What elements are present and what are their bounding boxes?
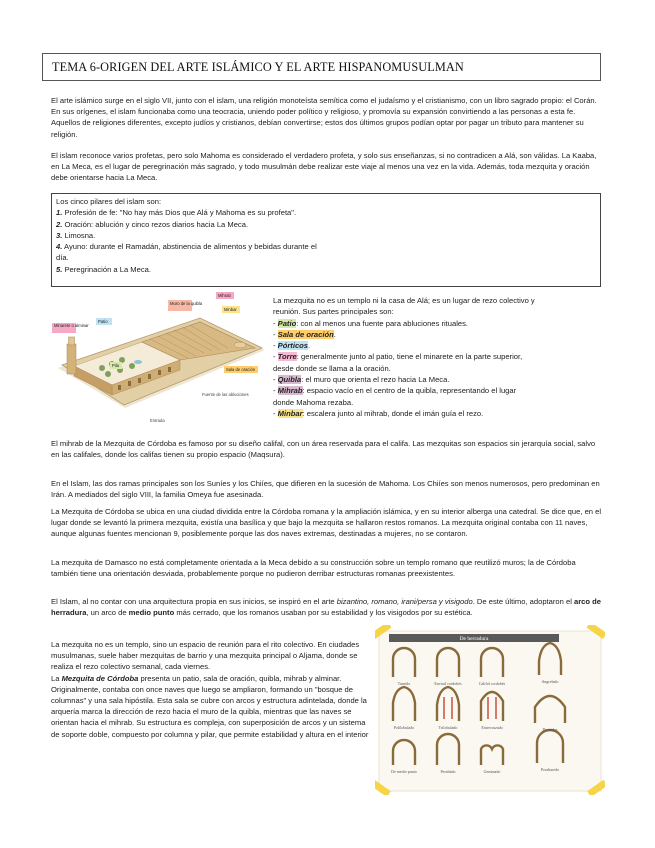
arch-types-image xyxy=(375,625,605,795)
label-mihrab: Mihrab xyxy=(218,293,231,298)
mosque-parts-list xyxy=(273,295,603,419)
part-torre-cont: desde donde se llama a la oración. xyxy=(273,363,391,373)
label-minbar: Minbar xyxy=(224,307,237,312)
arches-header: De herradura xyxy=(459,636,489,642)
paragraph-templo: La mezquita no es un templo, sino un espacio de reunión para el rito colectivo. En ciudades musulmanas, suele haber mezquitas de barrio y una mezquita principal o Aljama, donde se realiza el rezo colectivo semanal, cada viernes. xyxy=(51,640,360,672)
arch-label: Peraltado xyxy=(440,769,456,774)
arch-label: Peraltaredo xyxy=(540,767,560,772)
pillars-heading: Los cinco pilares del islam son: xyxy=(56,197,162,206)
arch-label: De medio punto xyxy=(391,769,417,774)
arch-label: Geminado xyxy=(483,769,501,774)
part-patio: - Patio: con al menos una fuente para abluciones rituales. xyxy=(273,318,469,328)
label-entrada: Entrada xyxy=(150,418,165,423)
part-torre: - Torre: generalmente junto al patio, tiene el minarete en la parte superior, xyxy=(273,352,523,362)
paragraph-cordoba: La Mezquita de Córdoba se ubica en una ciudad dividida entre la Córdoba romana y la ampliación islámica, y en su interior alberga una catedral. Se dice que, en el lugar donde se levantó la primera mezquita, existía una basílica y que bajo la mezquita se hallaron restos romanos. La mezquita original contaba con 11 naves, aunque algunas fuentes mencionan 9, posiblemente porque las dos naves extremas, destinadas a mujeres, no se contaron. xyxy=(51,507,602,539)
part-minbar: - Minbar: escalera junto al mihrab, donde el imán guía el rezo. xyxy=(273,408,484,418)
label-patio: Patio xyxy=(98,319,108,324)
paragraph-mihrab: El mihrab de la Mezquita de Córdoba es famoso por su diseño califal, con un área reservada para el califa. Las mezquitas son espacios sin jerarquía social, salvo en las califales, donde los califas tienen su propio espacio (Maqsura). xyxy=(51,439,596,460)
parts-intro-line-2: reunión. Sus partes principales son: xyxy=(273,307,394,317)
arch-label: Polilobulado xyxy=(393,725,415,730)
pillars-box xyxy=(51,193,601,287)
label-sala: Sala de oración xyxy=(226,367,256,372)
label-pila: Pila xyxy=(112,363,119,368)
arch-label: Tumido xyxy=(397,681,411,686)
page-title: TEMA 6-ORIGEN DEL ARTE ISLÁMICO Y EL ARTE HISPANOMUSULMAN xyxy=(52,59,464,74)
part-quibla: - Quibla: el muro que orienta el rezo hacia La Meca. xyxy=(273,375,450,385)
intro-paragraph-1: El arte islámico surge en el siglo VII, junto con el islam, una religión monoteísta semítica como el judaísmo y el cristianismo, con un libro sagrado propio: el Corán. En sus orígenes, el islam funcionaba como una teocracia, uniendo poder político y religioso, y promovía su expansión convirtiendo a las personas a esta fe. Aquellos de religiones diferentes, excepto judíos y cristianos, debían convertirse; estos dos últimos grupos podían optar por pagar un tributo para mantener su religión. xyxy=(51,96,597,139)
pillar-item: día. xyxy=(56,253,69,263)
part-mihrab-cont: donde Mahoma rezaba. xyxy=(273,397,354,407)
pillar-item: 2. Oración: ablución y cinco rezos diarios hacia La Meca. xyxy=(56,219,249,229)
part-sala: - Sala de oración. xyxy=(273,329,336,339)
mosque-diagram-image xyxy=(50,290,272,430)
intro-paragraph-2: El islam reconoce varios profetas, pero solo Mahoma es considerado el verdadero profeta, y solo sus enseñanzas, si no contradicen a Alá, son válidas. La Kaaba, en La Meca, es el lugar de peregrinación más sagrado, y todo musulmán debe realizar este viaje al menos una vez en la vida. Además, toda mezquita y oración debe orientarse hacia La Meca. xyxy=(51,151,597,183)
pillar-item: 5. Peregrinación a La Meca. xyxy=(56,264,151,274)
title-box xyxy=(42,53,601,81)
label-fuente: Fuente de las abluciones xyxy=(202,392,249,397)
label-minarete: Minarete o alminar xyxy=(54,323,89,328)
paragraph-ramas: En el Islam, las dos ramas principales son los Suníes y los Chiíes, que difieren en la sucesión de Mahoma. Los Chiíes son menos numerosos, pero predominan en Irán. A mediados del siglo VIII, la familia Omeya fue asesinada. xyxy=(51,479,600,500)
pillar-item: 3. Limosna. xyxy=(56,230,96,240)
arch-label: Enviral cordobés xyxy=(434,681,462,686)
paragraph-mezquita-cordoba: La Mezquita de Córdoba presenta un patio, sala de oración, quibla, mihrab y alminar. Originalmente, contaba con once naves que luego se ampliaron, formando un "bosque de columnas" y una sala hipóstila. Esta sala se cubre con arcos y estructura adintelada, donde la arquería marca la dirección de rezo hacia el muro de la quibla, mientras que las naves se orientan hacia el mihrab. Su estructura es compleja, con superposición de arcos y un sistema de soporte doble, compuesto por columna y pilar, que permite estabilidad y altura en el interior xyxy=(51,673,369,739)
part-mihrab: - Mihrab: espacio vacío en el centro de la quibla, representando el lugar xyxy=(273,386,517,396)
part-porticos: - Pórticos. xyxy=(273,341,311,351)
parts-intro-line-1: La mezquita no es un templo ni la casa de Alá; es un lugar de rezo colectivo y xyxy=(273,296,535,305)
left-column-text xyxy=(51,639,371,740)
arch-label: Angrelado xyxy=(541,679,559,684)
label-muro: Muro de la quibla xyxy=(170,301,203,306)
pillar-item: 4. Ayuno: durante el Ramadán, abstinencia de alimentos y bebidas durante el xyxy=(56,242,317,252)
arch-label: Califal cordobés xyxy=(478,681,506,686)
arch-label: Entrecruzado xyxy=(481,725,503,730)
arch-label: Trilobulado xyxy=(438,725,458,730)
pillar-item: 1. Profesión de fe: "No hay más Dios que Alá y Mahoma es su profeta". xyxy=(56,208,297,218)
arch-label: De ondas xyxy=(542,727,558,732)
paragraph-islam-arte: El Islam, al no contar con una arquitectura propia en sus inicios, se inspiró en el arte bizantino, romano, irani/persa y visigodo. De este último, adoptaron el arco de herradura, un arco de medio punto más cerrado, que los romanos usaban por su estabilidad y los visigodos por su estética. xyxy=(51,597,602,618)
paragraph-damasco: La mezquita de Damasco no está completamente orientada a la Meca debido a su construcción sobre un templo romano que reutilizó muros; la de Córdoba también tiene una orientación desviada, probablemente porque no pudieron derribar estructuras romanas preexistentes. xyxy=(51,558,576,579)
